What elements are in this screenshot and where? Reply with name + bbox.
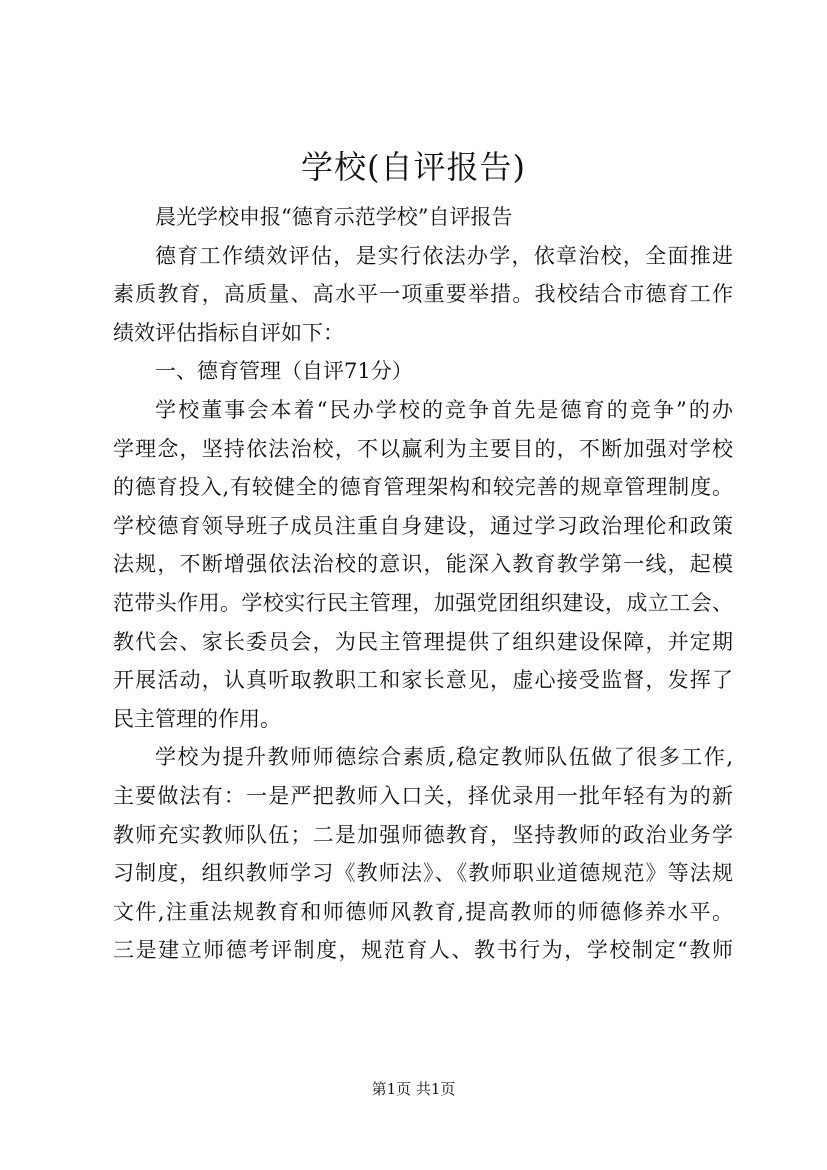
text-line: 教师充实教师队伍；二是加强师德教育，坚持教师的政治业务学 [113,822,733,847]
text-line: 学理念，坚持依法治校，不以赢利为主要目的，不断加强对学校 [113,436,733,461]
text-line: 三是建立师德考评制度，规范育人、教书行为，学校制定“教师 [113,938,733,963]
text-line: 范带头作用。学校实行民主管理，加强党团组织建设，成立工会、 [113,590,733,615]
document-title: 学校(自评报告) [301,148,526,186]
document-body [113,198,733,970]
text-line: 民主管理的作用。 [113,706,281,731]
text-line: 主要做法有：一是严把教师入口关，择优录用一批年轻有为的新 [113,783,733,808]
text-line: 素质教育，高质量、高水平一项重要举措。我校结合市德育工作 [113,282,733,307]
text-line: 绩效评估指标自评如下： [113,320,344,345]
text-line: 文件,注重法规教育和师德师风教育,提高教师的师德修养水平。 [113,899,733,924]
text-line: 习制度，组织教师学习《教师法》、《教师职业道德规范》等法规 [113,861,733,886]
text-line: 德育工作绩效评估，是实行依法办学，依章治校，全面推进 [155,243,733,268]
text-line: 学校为提升教师师德综合素质,稳定教师队伍做了很多工作, [155,745,733,770]
text-line: 的德育投入,有较健全的德育管理架构和较完善的规章管理制度。 [113,475,733,500]
text-line: 学校德育领导班子成员注重自身建设，通过学习政治理伦和政策 [113,513,733,538]
text-line: 教代会、家长委员会，为民主管理提供了组织建设保障，并定期 [113,629,733,654]
section-heading: 一、德育管理（自评71分） [155,359,413,384]
page-number-footer: 第1页 共1页 [371,1080,456,1098]
text-line: 学校董事会本着“民办学校的竞争首先是德育的竞争”的办 [155,397,733,422]
text-line: 晨光学校申报“德育示范学校”自评报告 [155,205,513,229]
text-line: 法规，不断增强依法治校的意识，能深入教育教学第一线，起模 [113,552,733,577]
text-line: 开展活动，认真听取教职工和家长意见，虚心接受监督，发挥了 [113,668,733,693]
